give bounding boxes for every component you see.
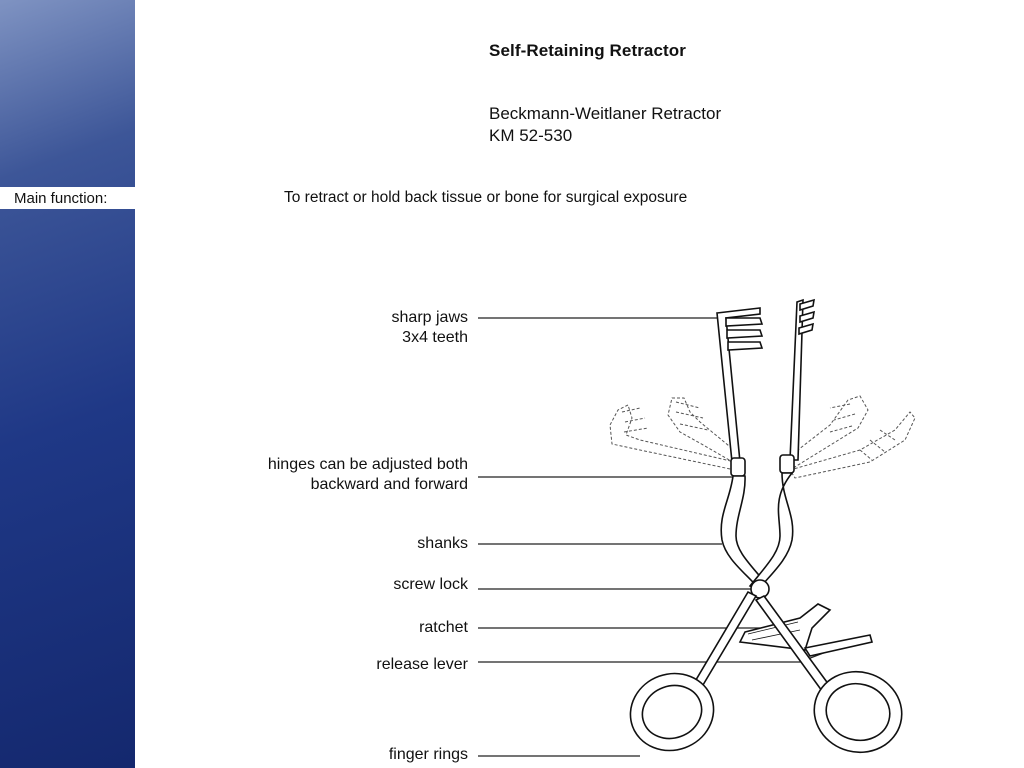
right-hinge bbox=[780, 455, 794, 473]
main-function-text: To retract or hold back tissue or bone for surgical exposure bbox=[284, 189, 688, 206]
left-hinge bbox=[731, 458, 745, 476]
retractor-instrument bbox=[620, 300, 911, 762]
right-jaw-teeth bbox=[799, 300, 814, 334]
instrument-code: KM 52-530 bbox=[489, 126, 573, 145]
release-lever bbox=[805, 635, 872, 656]
label-finger-rings: finger rings bbox=[388, 746, 468, 763]
main-function-label: Main function: bbox=[0, 187, 135, 209]
ghost-jaw-positions bbox=[610, 396, 915, 478]
instrument-name: Beckmann-Weitlaner Retractor bbox=[489, 104, 722, 123]
label-ratchet: ratchet bbox=[419, 619, 468, 636]
label-hinges: hinges can be adjusted both backward and forward bbox=[267, 456, 468, 493]
label-shanks: shanks bbox=[417, 535, 468, 552]
finger-rings bbox=[620, 662, 911, 762]
label-sharp-jaws: sharp jaws 3x4 teeth bbox=[391, 309, 468, 346]
label-screw-lock: screw lock bbox=[393, 576, 468, 593]
label-release-lever: release lever bbox=[376, 656, 468, 673]
page-title: Self-Retaining Retractor bbox=[489, 41, 686, 60]
left-jaw-teeth bbox=[726, 318, 762, 350]
